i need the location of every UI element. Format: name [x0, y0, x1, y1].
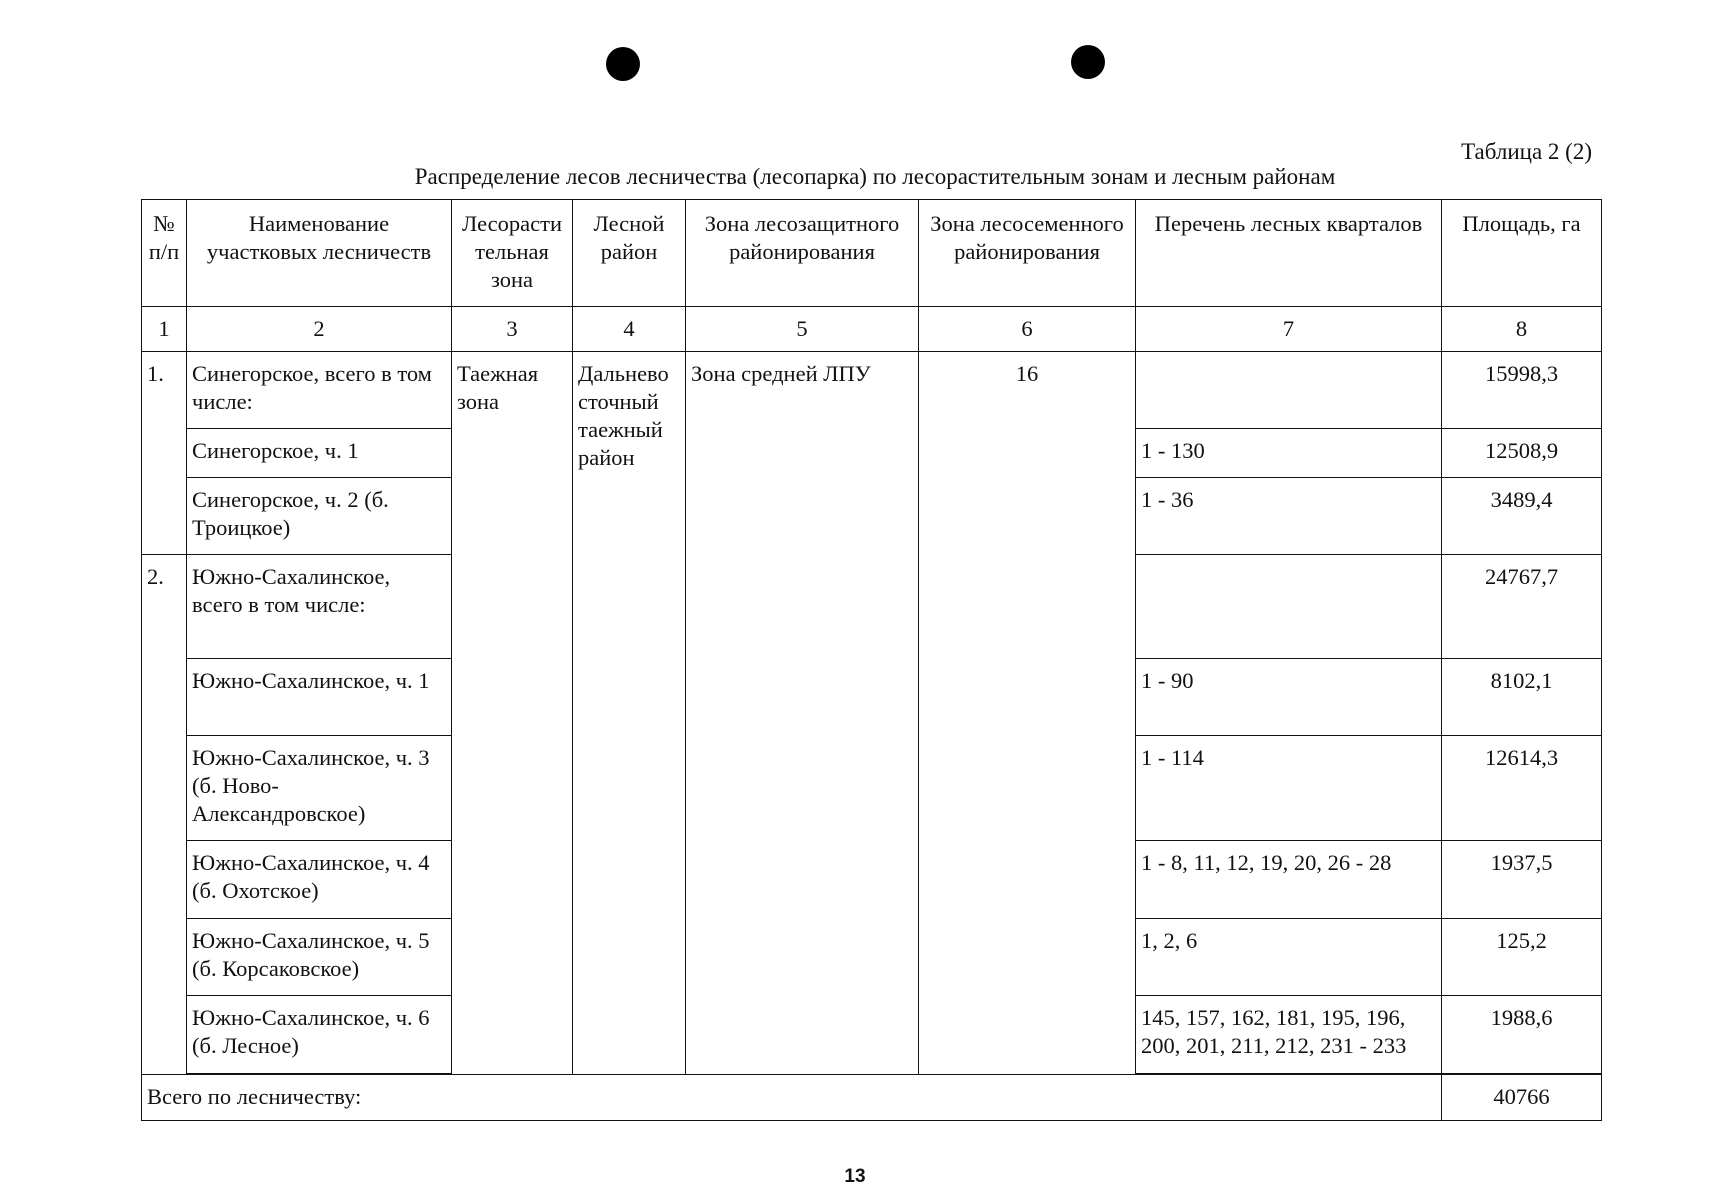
quarter-list: 1 - 8, 11, 12, 19, 20, 26 - 28 — [1136, 841, 1442, 919]
column-number-row — [142, 307, 1602, 352]
forest-distribution-table — [141, 199, 1602, 1121]
district-name: Южно-Сахалинское, ч. 4 (б. Охотское) — [187, 841, 452, 919]
area-value: 8102,1 — [1442, 659, 1602, 736]
column-number: 2 — [187, 307, 452, 352]
area-value: 1988,6 — [1442, 996, 1602, 1074]
quarter-list: 1 - 130 — [1136, 429, 1442, 478]
area-value: 12508,9 — [1442, 429, 1602, 478]
column-number: 1 — [142, 307, 187, 352]
district-name: Южно-Сахалинское, ч. 6 (б. Лесное) — [187, 996, 452, 1074]
district-name: Южно-Сахалинское, ч. 3 (б. Ново-Александровское) — [187, 736, 452, 841]
area-value: 3489,4 — [1442, 478, 1602, 555]
area-value: 24767,7 — [1442, 555, 1602, 659]
vegetation-zone: Таежная зона — [452, 352, 573, 1075]
quarter-list — [1136, 555, 1442, 659]
header-cell: Зона лесозащитного районирования — [686, 200, 919, 307]
header-cell: № п/п — [142, 200, 187, 307]
punch-hole-right — [1071, 45, 1105, 79]
seed-zone: 16 — [919, 352, 1136, 1075]
district-name: Южно-Сахалинское, всего в том числе: — [187, 555, 452, 659]
header-cell: Наименование участковых лесничеств — [187, 200, 452, 307]
table-row — [142, 352, 1602, 429]
header-row — [142, 200, 1602, 307]
quarter-list — [1136, 352, 1442, 429]
row-number: 2. — [142, 555, 187, 1075]
table-title: Распределение лесов лесничества (лесопарка) по лесорастительным зонам и лесным районам — [414, 164, 1336, 189]
punch-hole-left — [606, 47, 640, 81]
district-name: Синегорское, ч. 1 — [187, 429, 452, 478]
column-number: 3 — [452, 307, 573, 352]
area-value: 15998,3 — [1442, 352, 1602, 429]
quarter-list: 1 - 36 — [1136, 478, 1442, 555]
header-cell: Лесорасти тельная зона — [452, 200, 573, 307]
header-cell: Зона лесосеменного районирования — [919, 200, 1136, 307]
column-number: 7 — [1136, 307, 1442, 352]
quarter-list: 1 - 114 — [1136, 736, 1442, 841]
area-value: 125,2 — [1442, 919, 1602, 996]
quarter-list: 1, 2, 6 — [1136, 919, 1442, 996]
column-number: 8 — [1442, 307, 1602, 352]
district-name: Южно-Сахалинское, ч. 1 — [187, 659, 452, 736]
district-name: Синегорское, всего в том числе: — [187, 352, 452, 429]
row-number: 1. — [142, 352, 187, 555]
total-row — [142, 1075, 1602, 1121]
quarter-list: 145, 157, 162, 181, 195, 196, 200, 201, 211, 212, 231 - 233 — [1136, 996, 1442, 1074]
quarter-list: 1 - 90 — [1136, 659, 1442, 736]
header-cell: Площадь, га — [1442, 200, 1602, 307]
protection-zone: Зона средней ЛПУ — [686, 352, 919, 1075]
district-name: Синегорское, ч. 2 (б. Троицкое) — [187, 478, 452, 555]
area-value: 1937,5 — [1442, 841, 1602, 919]
area-value: 12614,3 — [1442, 736, 1602, 841]
forest-region: Дальнево сточный таежный район — [573, 352, 686, 1075]
total-label: Всего по лесничеству: — [142, 1075, 1442, 1121]
header-cell: Лесной район — [573, 200, 686, 307]
column-number: 4 — [573, 307, 686, 352]
column-number: 5 — [686, 307, 919, 352]
table-number: Таблица 2 (2) — [1461, 139, 1592, 164]
header-cell: Перечень лесных кварталов — [1136, 200, 1442, 307]
district-name: Южно-Сахалинское, ч. 5 (б. Корсаковское) — [187, 919, 452, 996]
total-area: 40766 — [1442, 1075, 1602, 1121]
page-number: 13 — [844, 1166, 866, 1187]
column-number: 6 — [919, 307, 1136, 352]
